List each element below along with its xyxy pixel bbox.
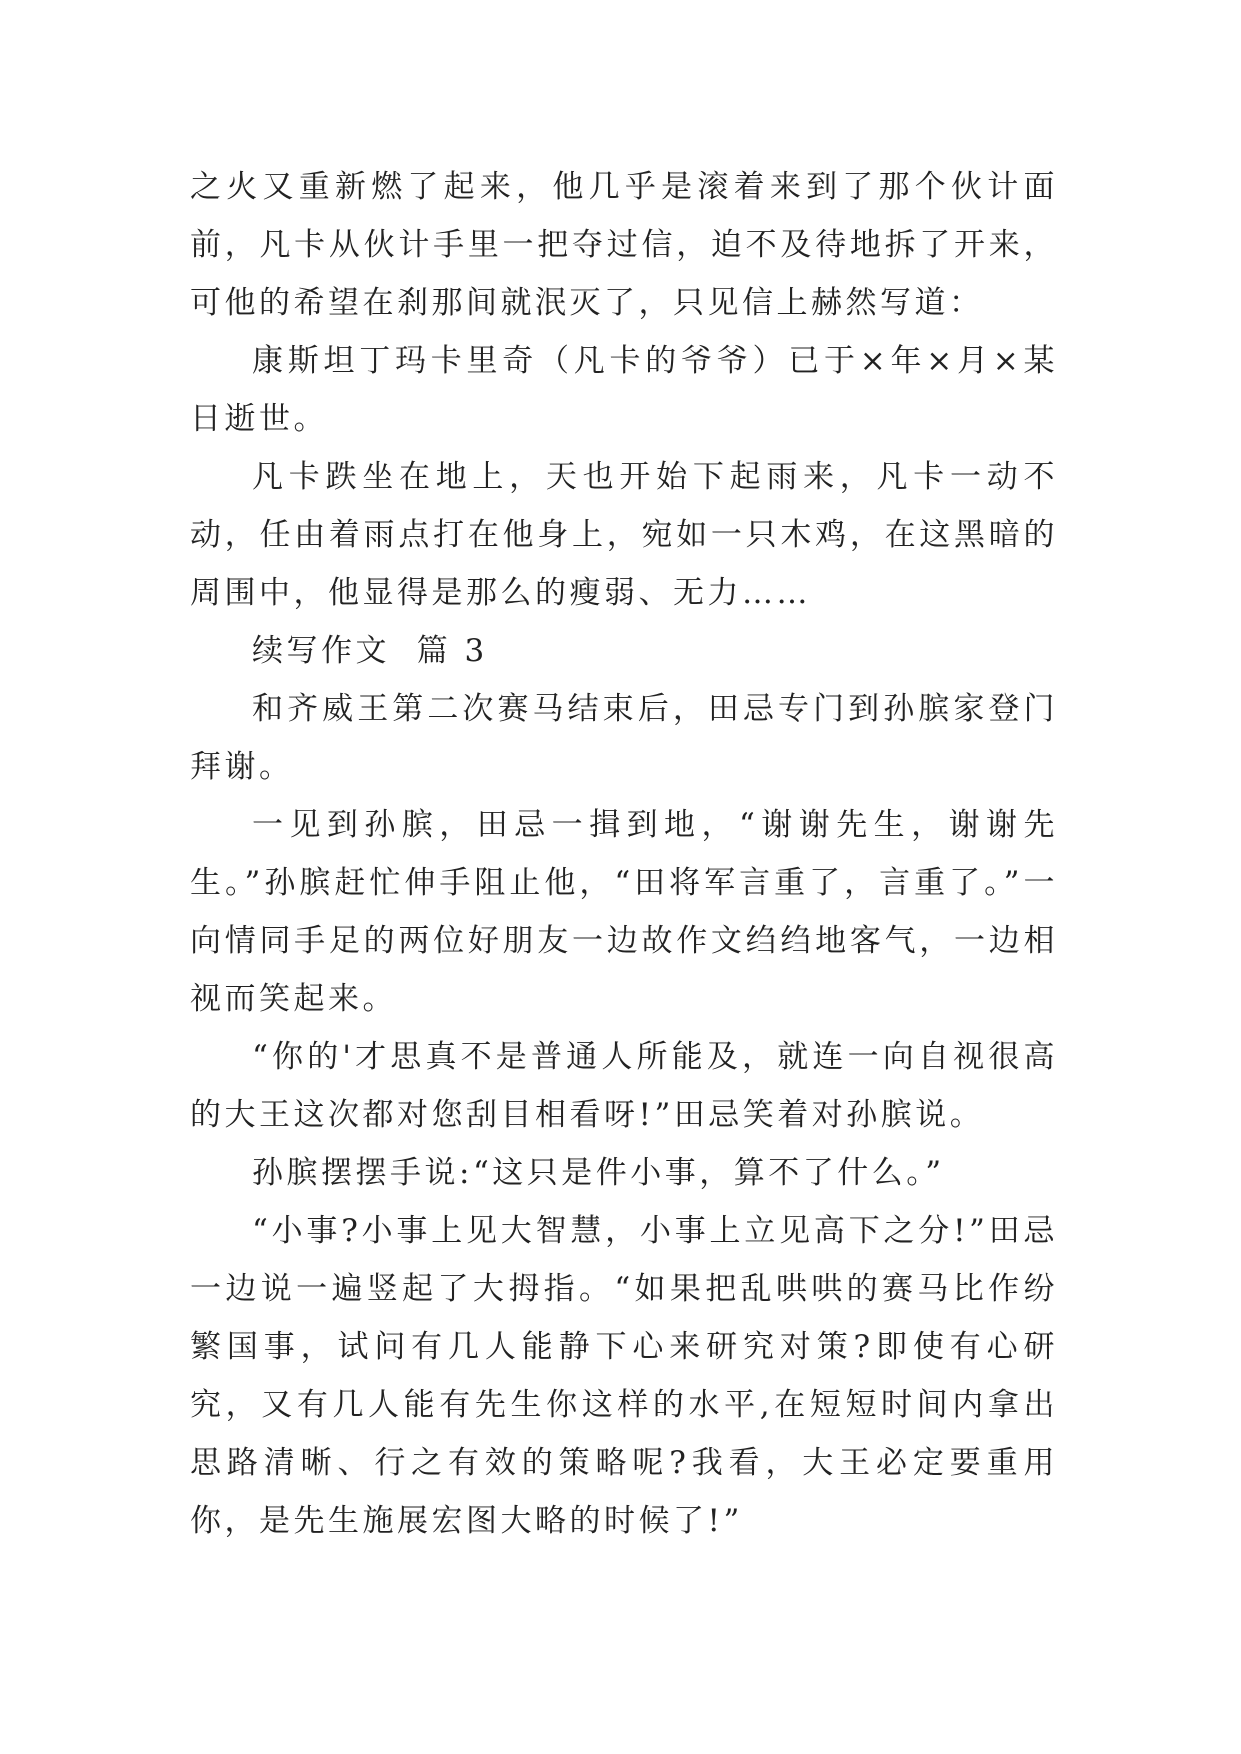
paragraph-8: 孙膑摆摆手说:“这只是件小事，算不了什么。” [252,1155,945,1191]
paragraph-2: 康斯坦丁玛卡里奇（凡卡的爷爷）已于×年×月×某日逝世。 [190,343,1058,437]
paragraph-9: “小事?小事上见大智慧，小事上立见高下之分!”田忌一边说一遍竖起了大拇指。“如果把乱哄哄的赛马比作纷繁国事，试问有几人能静下心来研究对策?即使有心研究，又有几人能有先生你这样的水平,在短短时间内拿出思路清晰、行之有效的策略呢?我看，大王必定要重用你，是先生施展宏图大略的时候了!” [190,1213,1058,1539]
paragraph-5: 和齐威王第二次赛马结束后，田忌专门到孙膑家登门拜谢。 [190,691,1058,785]
paragraph-3: 凡卡跌坐在地上，天也开始下起雨来，凡卡一动不动，任由着雨点打在他身上，宛如一只木鸡，在这黑暗的周围中，他显得是那么的瘦弱、无力…… [190,459,1058,611]
document-body [190,158,1058,1550]
paragraph-7: “你的'才思真不是普通人所能及，就连一向自视很高的大王这次都对您刮目相看呀!”田忌笑着对孙膑说。 [190,1039,1058,1133]
paragraph-1: 之火又重新燃了起来，他几乎是滚着来到了那个伙计面前，凡卡从伙计手里一把夺过信，迫不及待地拆了开来，可他的希望在刹那间就泯灭了，只见信上赫然写道： [190,169,1058,321]
section-heading: 续写作文 篇 3 [252,633,488,669]
paragraph-6: 一见到孙膑，田忌一揖到地，“谢谢先生，谢谢先生。”孙膑赶忙伸手阻止他，“田将军言重了，言重了。”一向情同手足的两位好朋友一边故作文绉绉地客气，一边相视而笑起来。 [190,807,1058,1017]
